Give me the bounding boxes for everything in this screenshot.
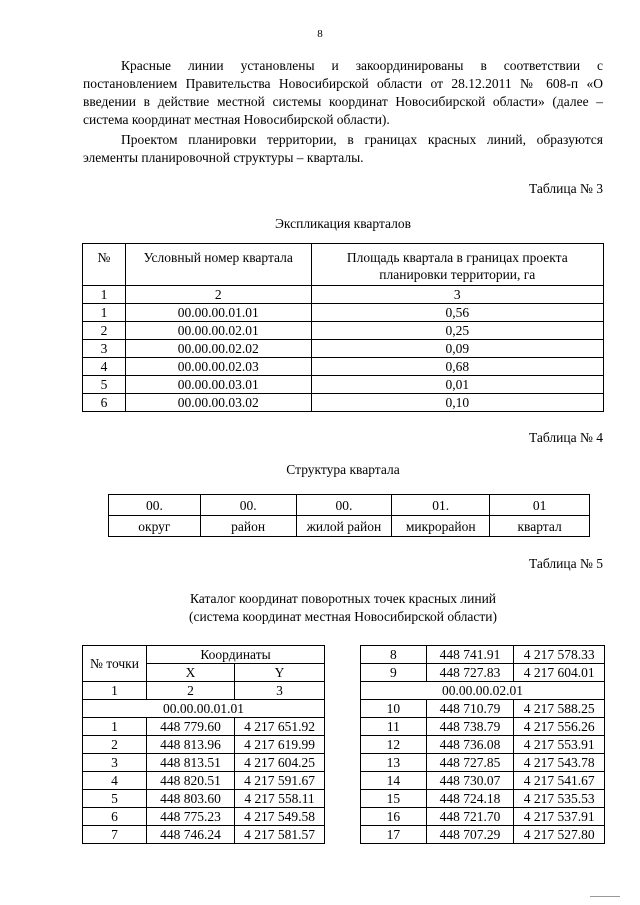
index-cell: 3 [311,286,603,304]
cell-x: 448 727.83 [426,664,514,682]
cell-point: 7 [83,826,147,844]
table-index-row [83,682,325,700]
cell-point: 8 [361,646,427,664]
table5-title-line1: Каталог координат поворотных точек красных линий [189,591,497,606]
cell-x: 448 730.07 [426,772,514,790]
cell-point: 5 [83,790,147,808]
table-group-row [361,682,605,700]
cell-code: 00.00.00.01.01 [125,304,311,322]
cell-point: 12 [361,736,427,754]
paragraph-red-lines: Красные линии установлены и закоординированы в соответствии с постановлением Правительства Новосибирской области от 28.12.2011 № 608-п «О введении в действие местной системы координат Новосибирской области» (далее – система координат местная Новосибирской области). [83,58,603,127]
header-coordinates: Координаты [147,646,325,664]
cell-x: 448 741.91 [426,646,514,664]
cell-point: 16 [361,808,427,826]
cell-y: 4 217 527.80 [514,826,605,844]
table-row [361,826,605,844]
table5-title-line2: (система координат местная Новосибирской области) [189,609,497,624]
table-row [361,790,605,808]
cell-code: 00.00.00.03.01 [125,376,311,394]
name-raion: район [200,516,296,537]
cell-code: 00.00.00.02.01 [125,322,311,340]
cell-x: 448 746.24 [147,826,235,844]
table-row [361,736,605,754]
cell-number: 3 [83,340,126,358]
table-row [83,304,604,322]
cell-y: 4 217 541.67 [514,772,605,790]
cell-point: 1 [83,718,147,736]
table3-title: Экспликация кварталов [274,216,412,231]
cell-y: 4 217 556.26 [514,718,605,736]
cell-point: 4 [83,772,147,790]
table-row [83,826,325,844]
cell-point: 13 [361,754,427,772]
name-quarter: квартал [490,516,590,537]
code-quarter: 01 [490,495,590,516]
index-cell: 1 [83,286,126,304]
cell-number: 4 [83,358,126,376]
table-coordinates-right [360,645,605,844]
index-cell: 3 [235,682,325,700]
cell-x: 448 727.85 [426,754,514,772]
table-row [83,394,604,412]
cell-y: 4 217 535.53 [514,790,605,808]
table-row-codes [109,495,590,516]
table-quarter-structure [108,494,590,537]
cell-point: 6 [83,808,147,826]
table-row [83,754,325,772]
header-quarter-code: Условный номер квартала [125,244,311,286]
table5-label: Таблица № 5 [529,556,603,571]
table-group-row [83,700,325,718]
cell-number: 2 [83,322,126,340]
cell-x: 448 736.08 [426,736,514,754]
table-row [361,754,605,772]
cell-x: 448 724.18 [426,790,514,808]
cell-code: 00.00.00.02.03 [125,358,311,376]
cell-area: 0,68 [311,358,603,376]
table-header-row [83,646,325,664]
table-row [361,808,605,826]
cell-y: 4 217 537.91 [514,808,605,826]
table-row [83,790,325,808]
cell-y: 4 217 588.25 [514,700,605,718]
page-number: 8 [317,28,323,40]
table-row-names [109,516,590,537]
table-row [83,322,604,340]
table-row [83,340,604,358]
cell-y: 4 217 558.11 [235,790,325,808]
code-residential-district: 00. [296,495,392,516]
cell-area: 0,01 [311,376,603,394]
code-raion: 00. [200,495,296,516]
table-row [83,376,604,394]
cell-y: 4 217 543.78 [514,754,605,772]
header-point-number: № точки [83,646,147,682]
table-row [361,718,605,736]
cell-point: 14 [361,772,427,790]
index-cell: 2 [147,682,235,700]
scan-edge-mark [590,896,620,897]
table4-label: Таблица № 4 [529,430,603,445]
group-quarter-code: 00.00.00.01.01 [83,700,325,718]
cell-x: 448 779.60 [147,718,235,736]
index-cell: 2 [125,286,311,304]
cell-x: 448 738.79 [426,718,514,736]
cell-x: 448 707.29 [426,826,514,844]
header-y: Y [235,664,325,682]
name-residential-district: жилой район [296,516,392,537]
cell-code: 00.00.00.02.02 [125,340,311,358]
cell-x: 448 813.96 [147,736,235,754]
code-okrug: 00. [109,495,201,516]
table-row [361,700,605,718]
table-row [83,772,325,790]
cell-number: 1 [83,304,126,322]
cell-area: 0,56 [311,304,603,322]
cell-x: 448 710.79 [426,700,514,718]
cell-y: 4 217 591.67 [235,772,325,790]
table-row [361,772,605,790]
cell-y: 4 217 619.99 [235,736,325,754]
table-index-row [83,286,604,304]
cell-y: 4 217 604.25 [235,754,325,772]
table-row [83,736,325,754]
cell-y: 4 217 604.01 [514,664,605,682]
cell-x: 448 820.51 [147,772,235,790]
cell-y: 4 217 581.57 [235,826,325,844]
cell-code: 00.00.00.03.02 [125,394,311,412]
cell-x: 448 775.23 [147,808,235,826]
cell-number: 5 [83,376,126,394]
table-row [83,808,325,826]
cell-area: 0,09 [311,340,603,358]
table3-label: Таблица № 3 [529,181,603,196]
table-coordinates-left [82,645,325,844]
cell-point: 11 [361,718,427,736]
cell-point: 9 [361,664,427,682]
cell-y: 4 217 578.33 [514,646,605,664]
cell-area: 0,10 [311,394,603,412]
code-microdistrict: 01. [392,495,490,516]
cell-point: 2 [83,736,147,754]
cell-point: 3 [83,754,147,772]
table-row [83,358,604,376]
paragraph-planning: Проектом планировки территории, в границах красных линий, образуются элементы планировочной структуры – кварталы. [83,132,603,165]
table-row [361,664,605,682]
table-row [83,718,325,736]
name-microdistrict: микрорайон [392,516,490,537]
table4-title: Структура квартала [286,462,400,477]
header-x: X [147,664,235,682]
cell-point: 15 [361,790,427,808]
group-quarter-code: 00.00.00.02.01 [361,682,605,700]
cell-x: 448 803.60 [147,790,235,808]
header-quarter-area: Площадь квартала в границах проекта планировки территории, га [311,244,603,286]
cell-area: 0,25 [311,322,603,340]
cell-point: 17 [361,826,427,844]
cell-number: 6 [83,394,126,412]
cell-point: 10 [361,700,427,718]
index-cell: 1 [83,682,147,700]
cell-x: 448 813.51 [147,754,235,772]
cell-y: 4 217 651.92 [235,718,325,736]
cell-y: 4 217 553.91 [514,736,605,754]
header-number: № [83,244,126,286]
cell-x: 448 721.70 [426,808,514,826]
name-okrug: округ [109,516,201,537]
table-row [361,646,605,664]
table-header-row [83,244,604,286]
cell-y: 4 217 549.58 [235,808,325,826]
table-quarters-explication [82,243,604,412]
